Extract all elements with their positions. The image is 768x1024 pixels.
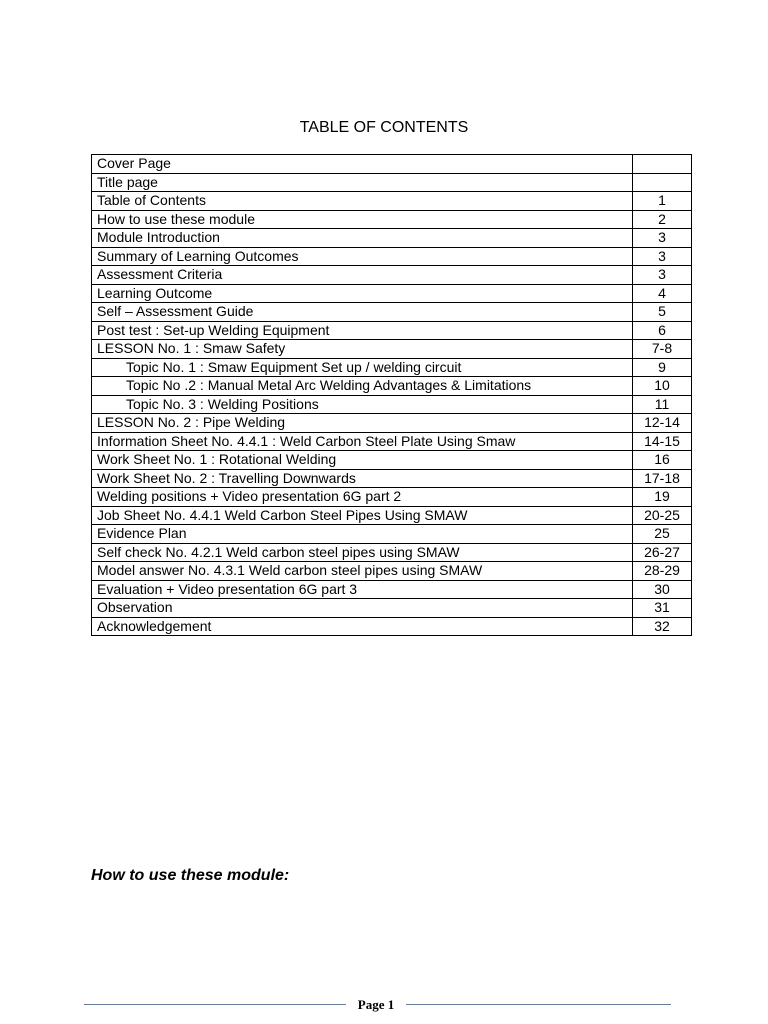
- toc-entry-label: Learning Outcome: [92, 284, 633, 303]
- toc-entry-page: 3: [633, 266, 692, 285]
- toc-entry-page: 30: [633, 580, 692, 599]
- toc-entry-label: How to use these module: [92, 210, 633, 229]
- toc-entry-label: Topic No. 1 : Smaw Equipment Set up / welding circuit: [92, 358, 633, 377]
- toc-entry-label: Topic No. 3 : Welding Positions: [92, 395, 633, 414]
- toc-entry-page: 28-29: [633, 562, 692, 581]
- toc-row: [92, 395, 692, 414]
- toc-entry-label: Information Sheet No. 4.4.1 : Weld Carbon Steel Plate Using Smaw: [92, 432, 633, 451]
- footer-rule-right: [406, 1004, 671, 1005]
- toc-entry-label: Job Sheet No. 4.4.1 Weld Carbon Steel Pipes Using SMAW: [92, 506, 633, 525]
- toc-row: [92, 562, 692, 581]
- toc-row: [92, 580, 692, 599]
- toc-entry-label: Evidence Plan: [92, 525, 633, 544]
- toc-entry-page: 19: [633, 488, 692, 507]
- toc-entry-label: Assessment Criteria: [92, 266, 633, 285]
- toc-entry-page: 4: [633, 284, 692, 303]
- toc-entry-label: LESSON No. 1 : Smaw Safety: [92, 340, 633, 359]
- toc-entry-page: 3: [633, 229, 692, 248]
- toc-entry-label: Self check No. 4.2.1 Weld carbon steel pipes using SMAW: [92, 543, 633, 562]
- toc-entry-page: 2: [633, 210, 692, 229]
- toc-entry-page: 5: [633, 303, 692, 322]
- toc-row: [92, 155, 692, 174]
- toc-entry-label: Topic No .2 : Manual Metal Arc Welding Advantages & Limitations: [92, 377, 633, 396]
- toc-row: [92, 488, 692, 507]
- toc-entry-label: LESSON No. 2 : Pipe Welding: [92, 414, 633, 433]
- toc-row: [92, 617, 692, 636]
- toc-entry-label: Self – Assessment Guide: [92, 303, 633, 322]
- toc-row: [92, 432, 692, 451]
- toc-row: [92, 377, 692, 396]
- footer-rule-left: [84, 1004, 346, 1005]
- toc-row: [92, 173, 692, 192]
- toc-entry-page: 3: [633, 247, 692, 266]
- toc-entry-label: Observation: [92, 599, 633, 618]
- toc-row: [92, 358, 692, 377]
- toc-entry-page: 32: [633, 617, 692, 636]
- toc-entry-label: Work Sheet No. 1 : Rotational Welding: [92, 451, 633, 470]
- toc-entry-page: 1: [633, 192, 692, 211]
- toc-row: [92, 321, 692, 340]
- toc-entry-label: Work Sheet No. 2 : Travelling Downwards: [92, 469, 633, 488]
- toc-row: [92, 525, 692, 544]
- toc-entry-page: 9: [633, 358, 692, 377]
- toc-entry-label: Acknowledgement: [92, 617, 633, 636]
- toc-entry-label: Welding positions + Video presentation 6G part 2: [92, 488, 633, 507]
- toc-entry-page: 11: [633, 395, 692, 414]
- toc-entry-label: Cover Page: [92, 155, 633, 174]
- toc-row: [92, 340, 692, 359]
- toc-row: [92, 469, 692, 488]
- toc-entry-page: 25: [633, 525, 692, 544]
- toc-entry-page: [633, 173, 692, 192]
- toc-row: [92, 599, 692, 618]
- toc-row: [92, 414, 692, 433]
- toc-entry-label: Post test : Set-up Welding Equipment: [92, 321, 633, 340]
- toc-entry-page: 20-25: [633, 506, 692, 525]
- toc-entry-page: [633, 155, 692, 174]
- toc-row: [92, 247, 692, 266]
- toc-entry-page: 31: [633, 599, 692, 618]
- toc-row: [92, 303, 692, 322]
- section-heading: How to use these module:: [91, 867, 290, 884]
- toc-entry-label: Table of Contents: [92, 192, 633, 211]
- page-footer: [84, 995, 671, 1015]
- toc-row: [92, 451, 692, 470]
- toc-table: [91, 154, 692, 636]
- toc-row: [92, 543, 692, 562]
- toc-entry-label: Summary of Learning Outcomes: [92, 247, 633, 266]
- toc-entry-page: 7-8: [633, 340, 692, 359]
- toc-entry-page: 6: [633, 321, 692, 340]
- toc-entry-page: 16: [633, 451, 692, 470]
- toc-entry-label: Model answer No. 4.3.1 Weld carbon steel pipes using SMAW: [92, 562, 633, 581]
- toc-entry-page: 17-18: [633, 469, 692, 488]
- toc-entry-label: Module Introduction: [92, 229, 633, 248]
- toc-entry-label: Title page: [92, 173, 633, 192]
- toc-row: [92, 266, 692, 285]
- toc-entry-page: 26-27: [633, 543, 692, 562]
- toc-entry-page: 14-15: [633, 432, 692, 451]
- toc-title: TABLE OF CONTENTS: [299, 119, 469, 136]
- toc-row: [92, 210, 692, 229]
- toc-row: [92, 192, 692, 211]
- footer-page-number: Page 1: [357, 997, 395, 1012]
- toc-entry-page: 10: [633, 377, 692, 396]
- toc-row: [92, 284, 692, 303]
- toc-entry-page: 12-14: [633, 414, 692, 433]
- toc-entry-label: Evaluation + Video presentation 6G part 3: [92, 580, 633, 599]
- toc-body: [92, 155, 692, 636]
- toc-row: [92, 506, 692, 525]
- toc-row: [92, 229, 692, 248]
